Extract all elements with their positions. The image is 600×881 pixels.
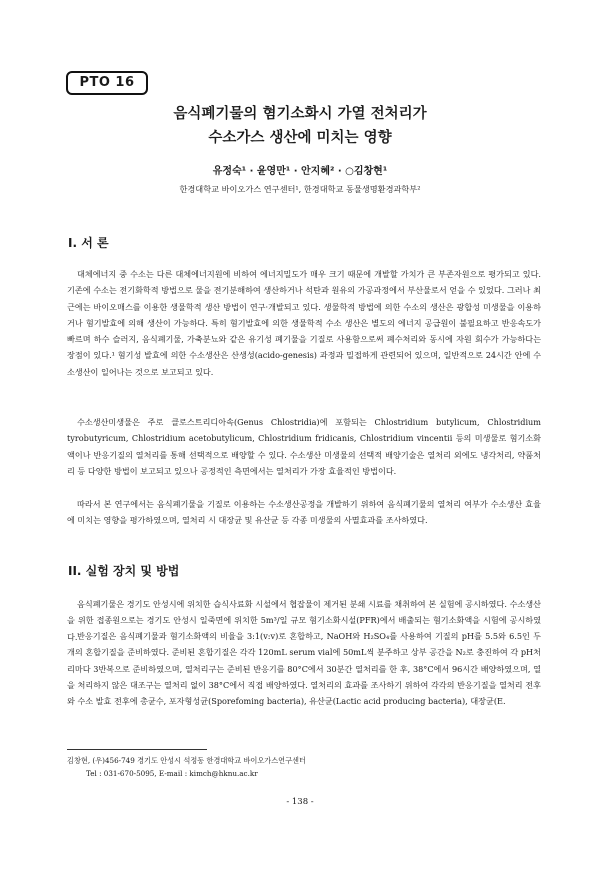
footnote-rule	[67, 749, 207, 750]
methods-paragraph-1: 음식폐기물은 경기도 안성시에 위치한 습식사료화 시설에서 협잡물이 제거된 분쇄 시료를 채취하여 본 실험에 공시하였다. 수소생산을 위한 접종원으로는 경기도 안성시 일죽면에 위치한 5m³/일 규모 혐기소화시설(PFR)에서 배출되는 혐기소화액을 시험에 공시하였다.	[67, 599, 541, 642]
page-number: - 138 -	[286, 797, 314, 807]
title-line-2: 수소가스 생산에 미치는 영향	[208, 130, 392, 146]
intro-paragraph-3: 따라서 본 연구에서는 음식폐기물을 기질로 이용하는 수소생산공정을 개발하기 위하여 음식폐기물의 열처리 여부가 수소생산 효율에 미치는 영향을 평가하였으며, 열처리 시 대장균 및 유산균 등 각종 미생물의 사멸효과를 조사하였다.	[67, 499, 541, 526]
affiliation: 한경대학교 바이오가스 연구센터¹, 한경대학교 동물생명환경과학부²	[179, 184, 421, 194]
intro-paragraph-1: 대체에너지 중 수소는 다른 대체에너지원에 비하여 에너지밀도가 매우 크기 때문에 개발할 가치가 큰 부존자원으로 평가되고 있다. 기존에 수소는 전기화학적 방법으로 물을 전기분해하여 생산하거나 석탄과 원유의 가공과정에서 부산물로서 얻을 수 있었다. 그러나 최근에는 바이오매스를 이용한 생물학적 생산 방법이 연구·개발되고 있다. 생물학적 방법에 의한 수소의 생산은 광합성 미생물을 이용하거나 혐기발효에 의해 생산이 가능하다. 특히 혐기발효에 의한 생물학적 수소 생산은 별도의 에너지 공급원이 불필요하고 반응속도가 빠르며 하수 슬러지, 음식폐기물, 가축분뇨와 같은 유기성 폐기물을 기질로 사용함으로써 폐수처리와 동시에 자원 회수가 가능하다는 장점이 있다.¹ 혐기성 발효에 의한 수소생산은 산생성(acido-genesis) 과정과 밀접하게 관련되어 있으며, 일반적으로 24시간 안에 수소생산이 일어나는 것으로 보고되고 있다.	[67, 269, 541, 377]
section-heading-introduction: I. 서 론	[68, 236, 109, 250]
footnote-address: 김창현, (우)456-749 경기도 안성시 석정동 한경대학교 바이오가스연구센터	[67, 756, 306, 765]
session-badge: PTO 16	[66, 71, 148, 95]
methods-paragraph-2: 반응기질은 음식폐기물과 혐기소화액의 비율을 3:1(v:v)로 혼합하고, NaOH와 H₂SO₄를 사용하여 기질의 pH를 5.5와 6.5인 두 개의 혼합기질을 준비하였다. 준비된 혼합기질은 각각 120mL serum vial에 50mL씩 분주하고 상부 공간을 N₂로 충진하여 각 pH처리마다 3반복으로 준비하였으며, 열처리구는 준비된 반응기를 80°C에서 30분간 열처리를 한 후, 38°C에서 96시간 배양하였으며, 열을 처리하지 않은 대조구는 열처리 없이 38°C에서 직접 배양하였다. 열처리의 효과를 조사하기 위하여 각각의 반응기질을 열처리 전후와 수소 발효 전후에 총균수, 포자형성균(Sporefoming bacteria), 유산균(Lactic acid producing bacteria), 대장균(E.	[67, 631, 541, 707]
intro-paragraph-2: 수소생산미생물은 주로 클로스트리디아속(Genus Chlostridia)에 포함되는 Chlostridium butylicum, Chlostridium tyrobutyricum, Chlostridium acetobutylicum, Chlostridium fridicanis, Chlostridium vincentii 등의 미생물로 혐기소화액이나 반응기질의 열처리를 통해 선택적으로 배양할 수 있다. 수소생산 미생물의 선택적 배양기술은 열처리 외에도 냉각처리, 약품처리 등 다양한 방법이 보고되고 있으나 공정적인 측면에서는 열처리가 가장 효율적인 방법이다.	[67, 417, 541, 476]
authors: 유정숙¹ · 윤영만¹ · 안지혜² · ○김창현¹	[212, 166, 388, 177]
title-line-1: 음식폐기물의 혐기소화시 가열 전처리가	[173, 106, 427, 122]
section-heading-methods: II. 실험 장치 및 방법	[68, 564, 180, 578]
footnote-contact: Tel : 031-670-5095, E-mail : kimch@hknu.ac.kr	[86, 769, 258, 778]
